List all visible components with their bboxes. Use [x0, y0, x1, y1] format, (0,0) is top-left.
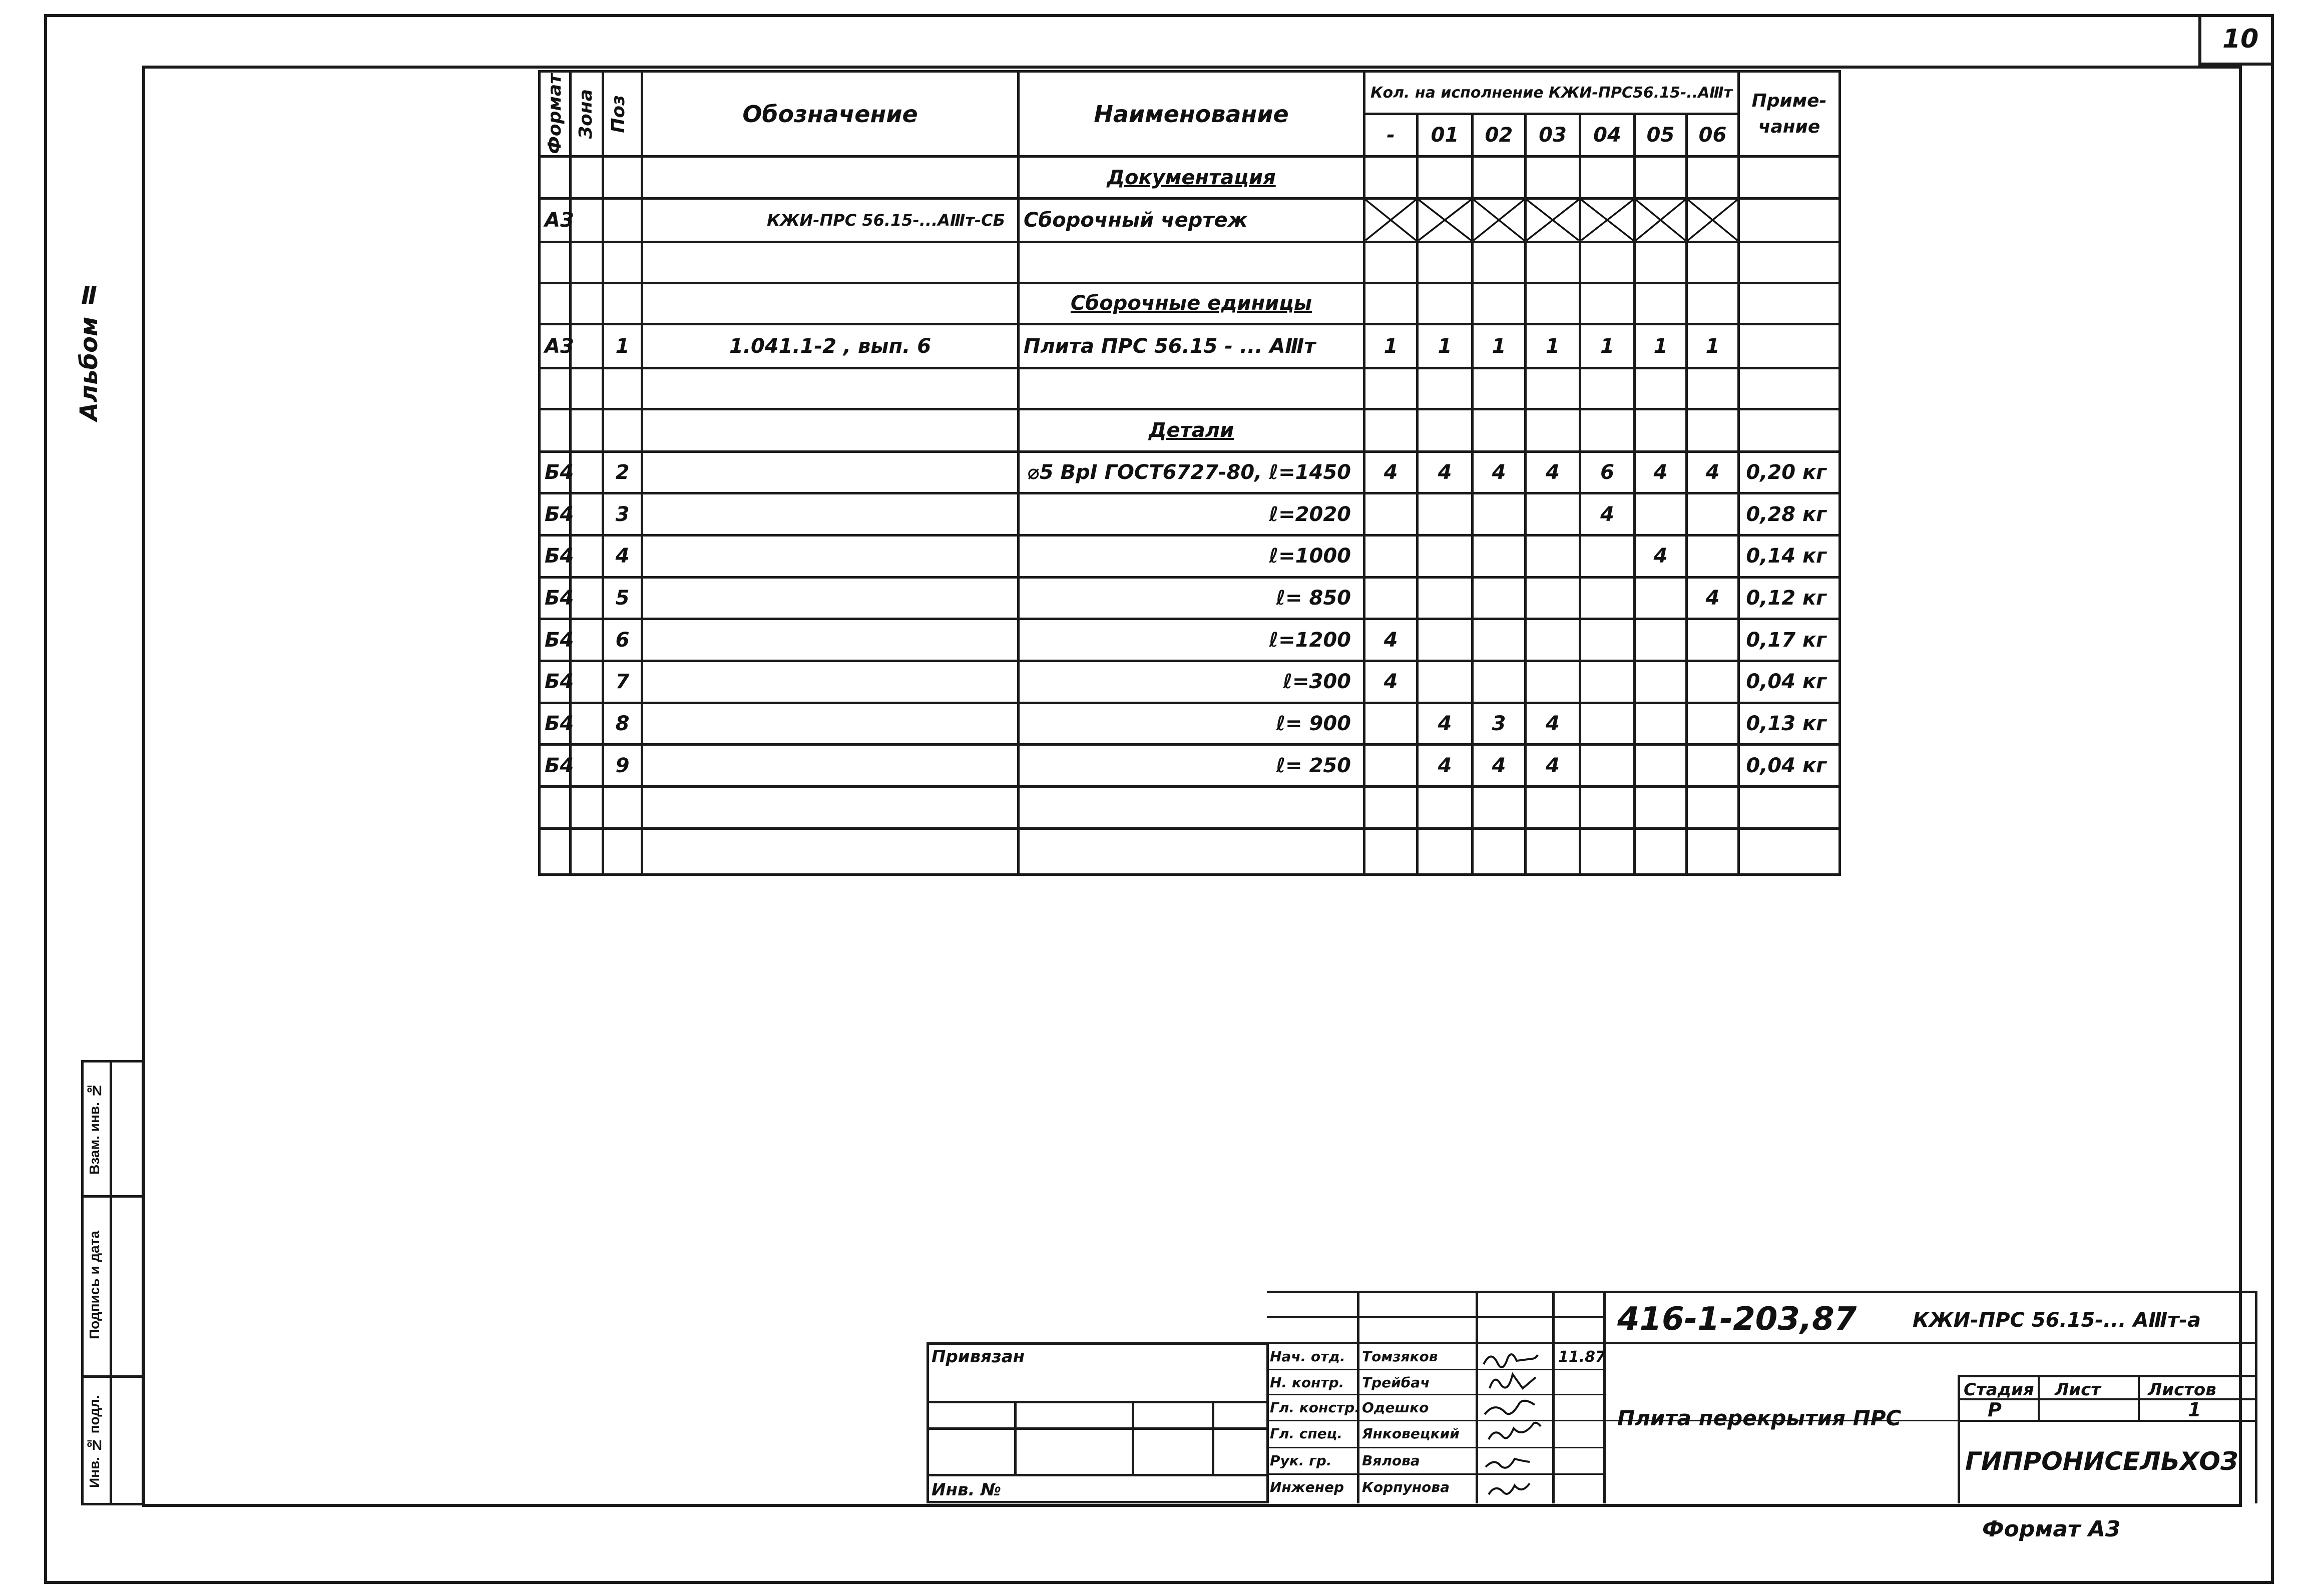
sheets-header: Листов — [2148, 1380, 2216, 1400]
detail-name: ℓ= 250 — [1019, 745, 1364, 787]
detail-name: ℓ= 900 — [1019, 703, 1364, 745]
qty-cell: 4 — [1635, 535, 1687, 577]
qty-cell: 4 — [1687, 577, 1739, 619]
qty-cell — [1580, 661, 1635, 703]
detail-row — [540, 703, 1840, 745]
detail-zone — [571, 703, 603, 745]
qty-cell: 1 — [1473, 324, 1526, 368]
qty-cell — [1580, 703, 1635, 745]
detail-row — [540, 451, 1840, 493]
qty-cell: 4 — [1418, 451, 1473, 493]
signer-name: Томзяков — [1362, 1348, 1438, 1365]
header-designation: Обозначение — [642, 72, 1019, 157]
qty-cell — [1687, 661, 1739, 703]
detail-zone — [571, 745, 603, 787]
signer-name: Корпунова — [1362, 1479, 1450, 1495]
doc-name: Сборочный чертеж — [1019, 199, 1364, 242]
detail-note: 0,04 кг — [1739, 745, 1840, 787]
qty-cell — [1635, 745, 1687, 787]
signer-role: Рук. гр. — [1270, 1452, 1332, 1469]
header-variant: 02 — [1473, 114, 1526, 157]
qty-cell — [1418, 577, 1473, 619]
detail-zone — [571, 619, 603, 661]
qty-cell — [1473, 577, 1526, 619]
qty-cell — [1473, 535, 1526, 577]
stage-header: Стадия — [1964, 1380, 2034, 1400]
qty-cell — [1635, 661, 1687, 703]
sheet-header: Лист — [2055, 1380, 2101, 1400]
cross-cell — [1364, 199, 1418, 242]
header-qty-group: Кол. на исполнение КЖИ-ПРС56.15-..АⅢт — [1364, 72, 1739, 114]
label-replaced-inv: Взам. инв. № — [87, 1083, 102, 1175]
qty-cell — [1635, 619, 1687, 661]
qty-cell: 4 — [1364, 451, 1418, 493]
signer-name: Янковецкий — [1362, 1425, 1460, 1442]
detail-zone — [571, 577, 603, 619]
detail-zone — [571, 451, 603, 493]
qty-cell: 4 — [1418, 745, 1473, 787]
detail-row — [540, 745, 1840, 787]
sheet-number: 10 — [2222, 24, 2259, 54]
qty-cell — [1526, 493, 1580, 536]
qty-cell — [1526, 535, 1580, 577]
detail-note: 0,17 кг — [1739, 619, 1840, 661]
detail-zone — [571, 493, 603, 536]
qty-cell — [1418, 535, 1473, 577]
label-sign-date: Подпись и дата — [87, 1231, 102, 1340]
doc-designation: КЖИ-ПРС 56.15-...АⅢт-СБ — [642, 199, 1019, 242]
qty-cell — [1687, 493, 1739, 536]
qty-cell — [1635, 493, 1687, 536]
doc-code: 416-1-203,87 — [1617, 1301, 1857, 1338]
header-zone: Зона — [571, 72, 603, 157]
detail-format: Б4 — [540, 619, 571, 661]
qty-cell — [1687, 745, 1739, 787]
cross-cell — [1687, 199, 1739, 242]
detail-row — [540, 493, 1840, 536]
detail-name: ℓ=2020 — [1019, 493, 1364, 536]
detail-format: Б4 — [540, 661, 571, 703]
assembly-designation: 1.041.1-2 , вып. 6 — [642, 324, 1019, 368]
qty-cell: 4 — [1687, 451, 1739, 493]
detail-format: Б4 — [540, 745, 571, 787]
qty-cell — [1580, 577, 1635, 619]
signer-name: Одешко — [1362, 1399, 1429, 1416]
signatures-image — [1480, 1344, 1552, 1502]
drawing-code: КЖИ-ПРС 56.15-... АⅢт-а — [1913, 1309, 2201, 1332]
qty-cell — [1418, 493, 1473, 536]
header-variant: 01 — [1418, 114, 1473, 157]
section-details: Детали — [1019, 409, 1364, 451]
qty-cell: 1 — [1635, 324, 1687, 368]
header-name: Наименование — [1019, 72, 1364, 157]
qty-cell — [1364, 535, 1418, 577]
doc-format: А3 — [540, 199, 571, 242]
header-variant: - — [1364, 114, 1418, 157]
header-variant: 03 — [1526, 114, 1580, 157]
qty-cell — [1364, 703, 1418, 745]
cross-cell — [1418, 199, 1473, 242]
section-documentation: Документация — [1019, 157, 1364, 199]
qty-cell — [1473, 661, 1526, 703]
qty-cell: 1 — [1418, 324, 1473, 368]
detail-designation — [642, 535, 1019, 577]
qty-cell — [1473, 493, 1526, 536]
cross-cell — [1635, 199, 1687, 242]
detail-pos: 6 — [603, 619, 642, 661]
detail-format: Б4 — [540, 577, 571, 619]
detail-row — [540, 619, 1840, 661]
qty-cell: 1 — [1580, 324, 1635, 368]
qty-cell — [1473, 619, 1526, 661]
detail-pos: 4 — [603, 535, 642, 577]
qty-cell: 4 — [1526, 745, 1580, 787]
signer-role: Гл. спец. — [1270, 1425, 1343, 1442]
detail-name: ℓ=300 — [1019, 661, 1364, 703]
header-format: Формат — [540, 72, 571, 157]
detail-designation — [642, 703, 1019, 745]
assembly-name: Плита ПРС 56.15 - ... АⅢт — [1019, 324, 1364, 368]
qty-cell — [1687, 703, 1739, 745]
organization: ГИПРОНИСЕЛЬХОЗ — [1965, 1447, 2238, 1476]
cross-cell — [1580, 199, 1635, 242]
detail-format: Б4 — [540, 535, 571, 577]
detail-designation — [642, 451, 1019, 493]
left-approval-strip — [81, 1060, 144, 1505]
sheets-value: 1 — [2188, 1399, 2201, 1421]
detail-row — [540, 577, 1840, 619]
qty-cell — [1580, 619, 1635, 661]
qty-cell — [1364, 745, 1418, 787]
detail-pos: 7 — [603, 661, 642, 703]
cross-cell — [1473, 199, 1526, 242]
detail-note: 0,20 кг — [1739, 451, 1840, 493]
qty-cell: 4 — [1418, 703, 1473, 745]
drawing-title: Плита перекрытия ПРС — [1617, 1406, 1902, 1430]
qty-cell: 4 — [1526, 451, 1580, 493]
detail-designation — [642, 577, 1019, 619]
header-variant: 04 — [1580, 114, 1635, 157]
qty-cell — [1687, 619, 1739, 661]
signer-role: Гл. констр. — [1270, 1399, 1360, 1416]
detail-note: 0,04 кг — [1739, 661, 1840, 703]
title-block — [932, 1291, 2257, 1503]
section-assembly: Сборочные единицы — [1019, 283, 1364, 324]
qty-cell — [1635, 577, 1687, 619]
detail-note: 0,14 кг — [1739, 535, 1840, 577]
attached-label: Привязан — [932, 1347, 1025, 1367]
signer-name: Трейбач — [1362, 1374, 1430, 1391]
detail-pos: 3 — [603, 493, 642, 536]
detail-format: Б4 — [540, 451, 571, 493]
qty-cell: 4 — [1364, 661, 1418, 703]
detail-zone — [571, 661, 603, 703]
cross-cell — [1526, 199, 1580, 242]
detail-designation — [642, 493, 1019, 536]
qty-cell — [1364, 493, 1418, 536]
stage-value: Р — [1988, 1399, 2002, 1421]
qty-cell — [1418, 661, 1473, 703]
signer-role: Н. контр. — [1270, 1374, 1344, 1391]
label-inv-orig: Инв. № подл. — [87, 1395, 102, 1488]
detail-name: ℓ= 850 — [1019, 577, 1364, 619]
detail-designation — [642, 619, 1019, 661]
qty-cell: 4 — [1473, 451, 1526, 493]
header-pos: Поз — [603, 72, 642, 157]
album-label: Альбом Ⅱ — [75, 280, 103, 421]
qty-cell: 4 — [1580, 493, 1635, 536]
detail-name: ℓ=1000 — [1019, 535, 1364, 577]
detail-pos: 5 — [603, 577, 642, 619]
qty-cell — [1635, 703, 1687, 745]
detail-zone — [571, 535, 603, 577]
detail-designation — [642, 661, 1019, 703]
detail-format: Б4 — [540, 703, 571, 745]
qty-cell — [1580, 535, 1635, 577]
format-label: Формат А3 — [1982, 1516, 2121, 1542]
qty-cell: 4 — [1364, 619, 1418, 661]
qty-cell: 6 — [1580, 451, 1635, 493]
detail-pos: 9 — [603, 745, 642, 787]
detail-designation — [642, 745, 1019, 787]
qty-cell: 4 — [1526, 703, 1580, 745]
assembly-format: А3 — [540, 324, 571, 368]
qty-cell — [1526, 619, 1580, 661]
specification-table — [538, 70, 1838, 876]
detail-note: 0,12 кг — [1739, 577, 1840, 619]
qty-cell: 4 — [1473, 745, 1526, 787]
detail-format: Б4 — [540, 493, 571, 536]
signer-name: Вялова — [1362, 1452, 1420, 1469]
qty-cell: 4 — [1635, 451, 1687, 493]
inv-no-label: Инв. № — [932, 1480, 1002, 1500]
qty-cell: 1 — [1364, 324, 1418, 368]
detail-note: 0,28 кг — [1739, 493, 1840, 536]
detail-note: 0,13 кг — [1739, 703, 1840, 745]
detail-pos: 2 — [603, 451, 642, 493]
qty-cell: 3 — [1473, 703, 1526, 745]
assembly-pos: 1 — [603, 324, 642, 368]
detail-row — [540, 661, 1840, 703]
qty-cell — [1580, 745, 1635, 787]
detail-pos: 8 — [603, 703, 642, 745]
signer-role: Нач. отд. — [1270, 1348, 1345, 1365]
approval-date: 11.87 — [1558, 1348, 1606, 1366]
qty-cell: 1 — [1687, 324, 1739, 368]
qty-cell — [1526, 661, 1580, 703]
detail-row — [540, 535, 1840, 577]
signer-role: Инженер — [1270, 1479, 1344, 1495]
qty-cell: 1 — [1526, 324, 1580, 368]
detail-name: ⌀5 ВрⅠ ГОСТ6727-80, ℓ=1450 — [1019, 451, 1364, 493]
qty-cell — [1526, 577, 1580, 619]
detail-name: ℓ=1200 — [1019, 619, 1364, 661]
header-variant: 06 — [1687, 114, 1739, 157]
qty-cell — [1418, 619, 1473, 661]
header-variant: 05 — [1635, 114, 1687, 157]
header-note: Приме-чание — [1739, 72, 1840, 157]
qty-cell — [1364, 577, 1418, 619]
qty-cell — [1687, 535, 1739, 577]
